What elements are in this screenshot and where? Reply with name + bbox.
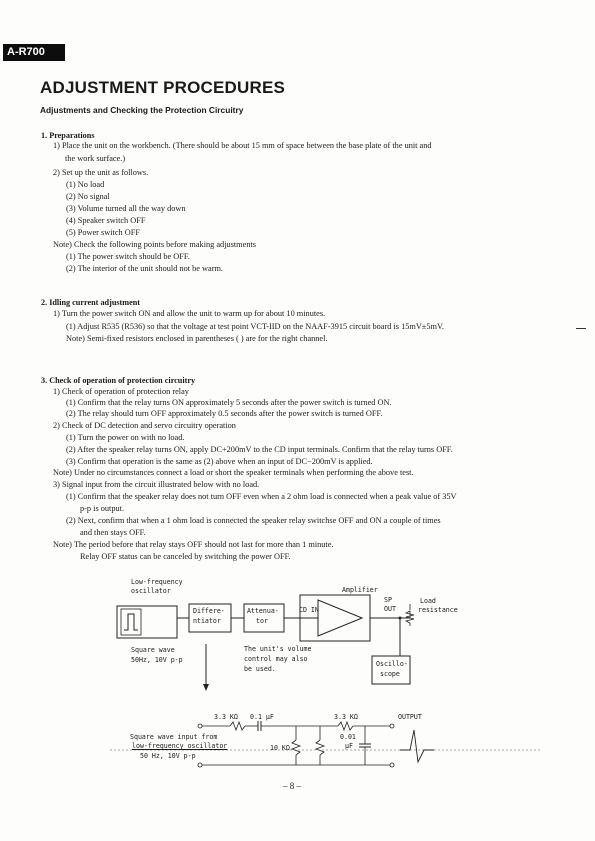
text-line: (1) Confirm that the relay turns ON approximately 5 seconds after the power switch is turned ON. — [66, 398, 392, 407]
r1-label: 3.3 KΩ — [214, 713, 238, 721]
input-label: Square wave input from — [130, 733, 218, 741]
attenuator-label: tor — [256, 617, 268, 625]
square-wave-label: 50Hz, 10V p-p — [131, 656, 183, 664]
section-heading-idling: 2. Idling current adjustment — [41, 298, 141, 307]
scope-label: Oscillo- — [376, 660, 408, 668]
section-heading-preparations: 1. Preparations — [41, 131, 95, 140]
text-line: 3) Signal input from the circuit illustrated below with no load. — [53, 480, 260, 489]
text-line: 1) Turn the power switch ON and allow the unit to warm up for about 10 minutes. — [53, 309, 326, 318]
volume-note: be used. — [244, 665, 276, 673]
sp-out-label: OUT — [384, 605, 396, 613]
text-line: p-p is output. — [80, 504, 125, 513]
output-label: OUTPUT — [398, 713, 422, 721]
resistor-r1 — [230, 722, 245, 730]
text-line: (1) Adjust R535 (R536) so that the voltage at test point VCT-IID on the NAAF-3915 circuit board is 15mV±5mV. — [66, 322, 444, 331]
attenuator-label: Attenua- — [247, 607, 279, 615]
page-title: ADJUSTMENT PROCEDURES — [40, 78, 286, 97]
text-line: 1) Check of operation of protection relay — [53, 387, 189, 396]
note-line: Note) Semi-fixed resistors enclosed in parentheses ( ) are for the right channel. — [66, 334, 328, 343]
load-label: resistance — [418, 606, 458, 614]
text-line: (1) Turn the power on with no load. — [66, 433, 185, 442]
text-line: (2) Next, confirm that when a 1 ohm load is connected the speaker relay switchse OFF and ON a couple of times — [66, 516, 441, 525]
resistor-r3 — [292, 740, 300, 755]
model-badge: A-R700 — [3, 44, 65, 61]
square-wave-label: Square wave — [131, 646, 175, 654]
input-label: low-frequency oscillator — [132, 742, 228, 750]
cd-in-label: CD IN — [299, 606, 319, 614]
c2-label: μF — [345, 742, 353, 750]
text-line: (3) Volume turned all the way down — [66, 204, 186, 213]
text-line: (5) Power switch OFF — [66, 228, 140, 237]
section-heading-protection: 3. Check of operation of protection circuitry — [41, 376, 196, 385]
osc-label: Low-frequency — [131, 578, 183, 586]
scope-label: scope — [380, 670, 400, 678]
osc-label: oscillator — [131, 587, 171, 595]
c2-label: 0.01 — [340, 733, 356, 741]
differentiator-label: ntiator — [193, 617, 221, 625]
resistor-r2 — [338, 722, 353, 730]
text-line: 2) Set up the unit as follows. — [53, 168, 149, 177]
input-label: 50 Hz, 10V p-p — [140, 752, 196, 760]
load-label: Load — [420, 597, 436, 605]
amplifier-label: Amplifier — [342, 586, 378, 594]
text-line: (2) After the speaker relay turns ON, apply DC+200mV to the CD input terminals. Confirm that the relay turns OFF. — [66, 445, 453, 454]
volume-note: control may also — [244, 655, 308, 663]
c1-label: 0.1 μF — [250, 713, 274, 721]
page-number: – 8 – — [283, 781, 301, 791]
text-line: (2) The interior of the unit should not be warm. — [66, 264, 223, 273]
volume-note: The unit's volume — [244, 645, 312, 653]
text-line: the work surface.) — [65, 154, 126, 163]
page-subtitle: Adjustments and Checking the Protection Circuitry — [40, 105, 244, 115]
text-line: (1) Confirm that the speaker relay does not turn OFF even when a 2 ohm load is connected when a peak value of 35V — [66, 492, 457, 501]
text-line: (1) The power switch should be OFF. — [66, 252, 190, 261]
sp-out-label: SP — [384, 596, 392, 604]
r2-label: 3.3 KΩ — [334, 713, 358, 721]
text-line: and then stays OFF. — [80, 528, 146, 537]
text-line: (2) No signal — [66, 192, 110, 201]
text-line: (4) Speaker switch OFF — [66, 216, 146, 225]
note-line: Note) Check the following points before making adjustments — [53, 240, 257, 249]
output-waveform — [400, 730, 434, 762]
note-line: Relay OFF status can be canceled by switching the power OFF. — [80, 552, 291, 561]
differentiator-label: Differe- — [193, 607, 225, 615]
r3-label: 10 KΩ — [270, 744, 290, 752]
note-line: Note) Under no circumstances connect a load or short the speaker terminals when performing the above test. — [53, 468, 414, 477]
note-line: Note) The period before that relay stays OFF should not last for more than 1 minute. — [53, 540, 334, 549]
text-line: (3) Confirm that operation is the same as (2) above when an input of DC−200mV is applied. — [66, 457, 373, 466]
text-line: 1) Place the unit on the workbench. (There should be about 15 mm of space between the base plate of the unit and — [53, 141, 432, 150]
text-line: 2) Check of DC detection and servo circuitry operation — [53, 421, 236, 430]
text-line: (1) No load — [66, 180, 105, 189]
text-line: (2) The relay should turn OFF approximately 0.5 seconds after the power switch is turned OFF. — [66, 409, 383, 418]
